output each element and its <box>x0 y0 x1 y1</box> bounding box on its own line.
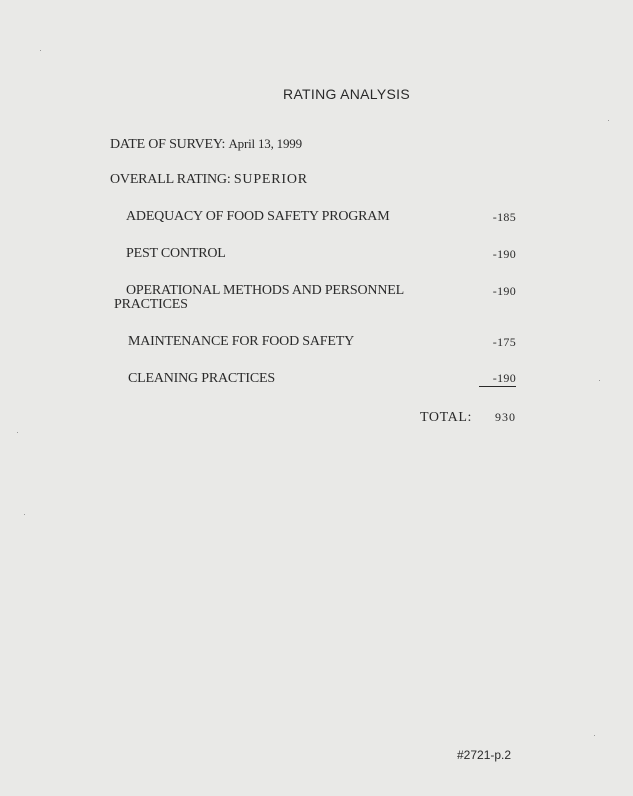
rating-item-value: -190 <box>492 284 516 298</box>
survey-date-value: April 13, 1999 <box>228 136 302 151</box>
overall-rating-value: SUPERIOR <box>233 172 308 187</box>
overall-rating-label: OVERALL RATING: <box>110 172 231 187</box>
total-label: TOTAL: <box>420 410 472 425</box>
scan-speck <box>608 120 609 121</box>
scan-speck <box>17 432 18 433</box>
rating-item-value: -190 <box>492 247 516 261</box>
rating-item-label: MAINTENANCE FOR FOOD SAFETY <box>128 334 355 349</box>
rating-item-label: CLEANING PRACTICES <box>128 371 275 386</box>
scan-speck <box>24 514 25 515</box>
document-title: RATING ANALYSIS <box>283 86 410 102</box>
subtotal-underline: -190 <box>479 371 516 387</box>
scan-speck <box>599 380 600 381</box>
survey-date-label: DATE OF SURVEY: <box>110 137 226 152</box>
page-number: #2721-p.2 <box>457 748 512 762</box>
overall-rating-line <box>110 172 308 188</box>
rating-item-label: ADEQUACY OF FOOD SAFETY PROGRAM <box>126 209 390 224</box>
scan-speck <box>594 735 595 736</box>
scan-speck <box>40 50 41 51</box>
rating-item-value: -175 <box>492 335 516 349</box>
rating-item-label-continued: PRACTICES <box>114 297 188 312</box>
rating-item-label: PEST CONTROL <box>126 246 226 261</box>
total-value: 930 <box>495 410 516 424</box>
rating-item-value-underlined <box>479 371 516 386</box>
survey-date-line <box>110 136 302 153</box>
rating-item-value: -185 <box>492 210 516 224</box>
rating-item-label: OPERATIONAL METHODS AND PERSONNEL <box>126 283 404 298</box>
